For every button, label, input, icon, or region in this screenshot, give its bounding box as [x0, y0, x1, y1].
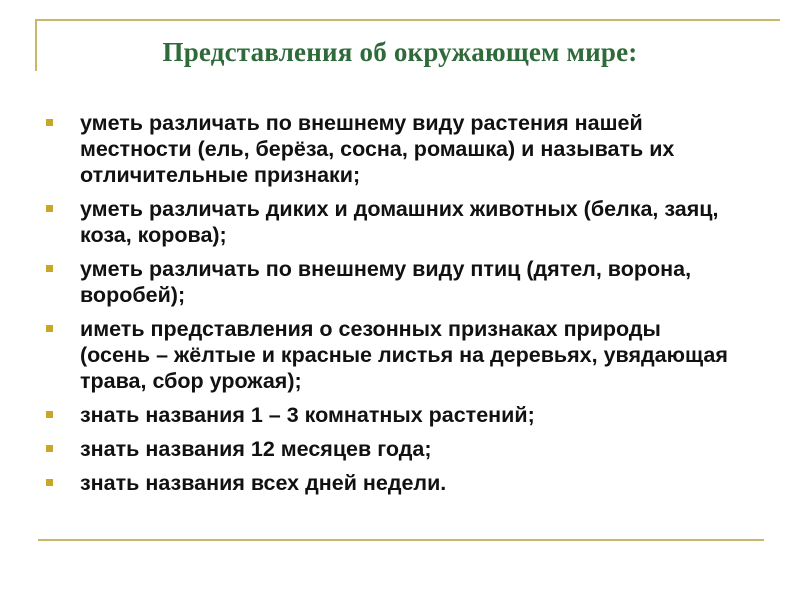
- list-item: [44, 256, 734, 308]
- list-item: [44, 316, 734, 394]
- frame-bottom-line: [38, 539, 764, 541]
- list-item-text: иметь представления о сезонных признаках природы (осень – жёлтые и красные листья на деревьях, увядающая трава, сбор урожая);: [80, 317, 728, 393]
- list-item-text: уметь различать по внешнему виду растения нашей местности (ель, берёза, сосна, ромашка) и называть их отличительные признаки;: [80, 111, 675, 187]
- square-bullet-icon: [46, 445, 53, 452]
- square-bullet-icon: [46, 479, 53, 486]
- square-bullet-icon: [46, 205, 53, 212]
- square-bullet-icon: [46, 265, 53, 272]
- list-item-text: знать названия 12 месяцев года;: [80, 437, 432, 461]
- requirements-list: [44, 110, 734, 504]
- list-item-text: знать названия 1 – 3 комнатных растений;: [80, 403, 535, 427]
- frame-top-line: [35, 19, 780, 21]
- list-item: [44, 402, 734, 428]
- square-bullet-icon: [46, 411, 53, 418]
- list-item: [44, 470, 734, 496]
- list-item: [44, 196, 734, 248]
- square-bullet-icon: [46, 119, 53, 126]
- square-bullet-icon: [46, 325, 53, 332]
- list-item: [44, 436, 734, 462]
- slide-title: Представления об окружающем мире:: [162, 37, 638, 67]
- list-item-text: знать названия всех дней недели.: [80, 471, 447, 495]
- list-item: [44, 110, 734, 188]
- list-item-text: уметь различать по внешнему виду птиц (дятел, ворона, воробей);: [80, 257, 692, 307]
- list-item-text: уметь различать диких и домашних животных (белка, заяц, коза, корова);: [80, 197, 719, 247]
